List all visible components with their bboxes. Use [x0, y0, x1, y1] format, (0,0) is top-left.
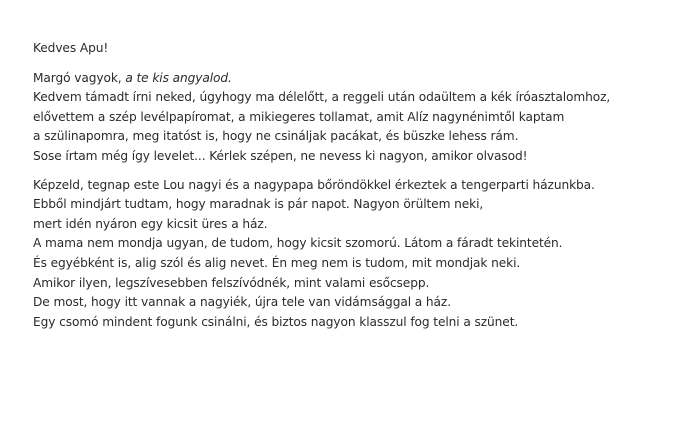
letter-greeting: Kedves Apu!: [33, 41, 109, 55]
intro-italic-text: a te kis angyalod.: [125, 70, 232, 85]
letter-body: [33, 39, 673, 341]
paragraph-1-line-3: elővettem a szép levélpapíromat, a mikiegeres tollamat, amit Alíz nagynénimtől kaptam: [33, 109, 565, 124]
paragraph-2-line-3: mert idén nyáron egy kicsit üres a ház.: [33, 216, 268, 231]
paragraph-2: [33, 176, 673, 333]
paragraph-1-line-4: a szülinapomra, meg itatóst is, hogy ne csináljak pacákat, és büszke lehess rám.: [33, 129, 519, 144]
paragraph-2-line-6: Amikor ilyen, legszívesebben felszívódnék, mint valami esőcsepp.: [33, 275, 430, 290]
intro-text: Margó vagyok,: [33, 70, 126, 85]
paragraph-2-line-2: Ebből mindjárt tudtam, hogy maradnak is pár napot. Nagyon örültem neki,: [33, 197, 484, 212]
paragraph-2-line-4: A mama nem mondja ugyan, de tudom, hogy kicsit szomorú. Látom a fáradt tekintetén.: [33, 236, 563, 251]
paragraph-1-line-2: Kedvem támadt írni neked, úgyhogy ma délelőtt, a reggeli után odaültem a kék íróasztalomhoz,: [33, 90, 611, 105]
paragraph-2-line-7: De most, hogy itt vannak a nagyiék, újra tele van vidámsággal a ház.: [33, 295, 451, 310]
paragraph-1-line-5: Sose írtam még így levelet... Kérlek szépen, ne nevess ki nagyon, amikor olvasod!: [33, 148, 528, 163]
paragraph-2-line-5: És egyébként is, alig szól és alig nevet. Én meg nem is tudom, mit mondjak neki.: [33, 255, 521, 270]
paragraph-2-line-1: Képzeld, tegnap este Lou nagyi és a nagypapa bőröndökkel érkeztek a tengerparti házunkba.: [33, 177, 595, 192]
paragraph-1: [33, 69, 673, 167]
paragraph-1-line-1: [33, 69, 673, 89]
paragraph-2-line-8: Egy csomó mindent fogunk csinálni, és biztos nagyon klasszul fog telni a szünet.: [33, 314, 519, 329]
